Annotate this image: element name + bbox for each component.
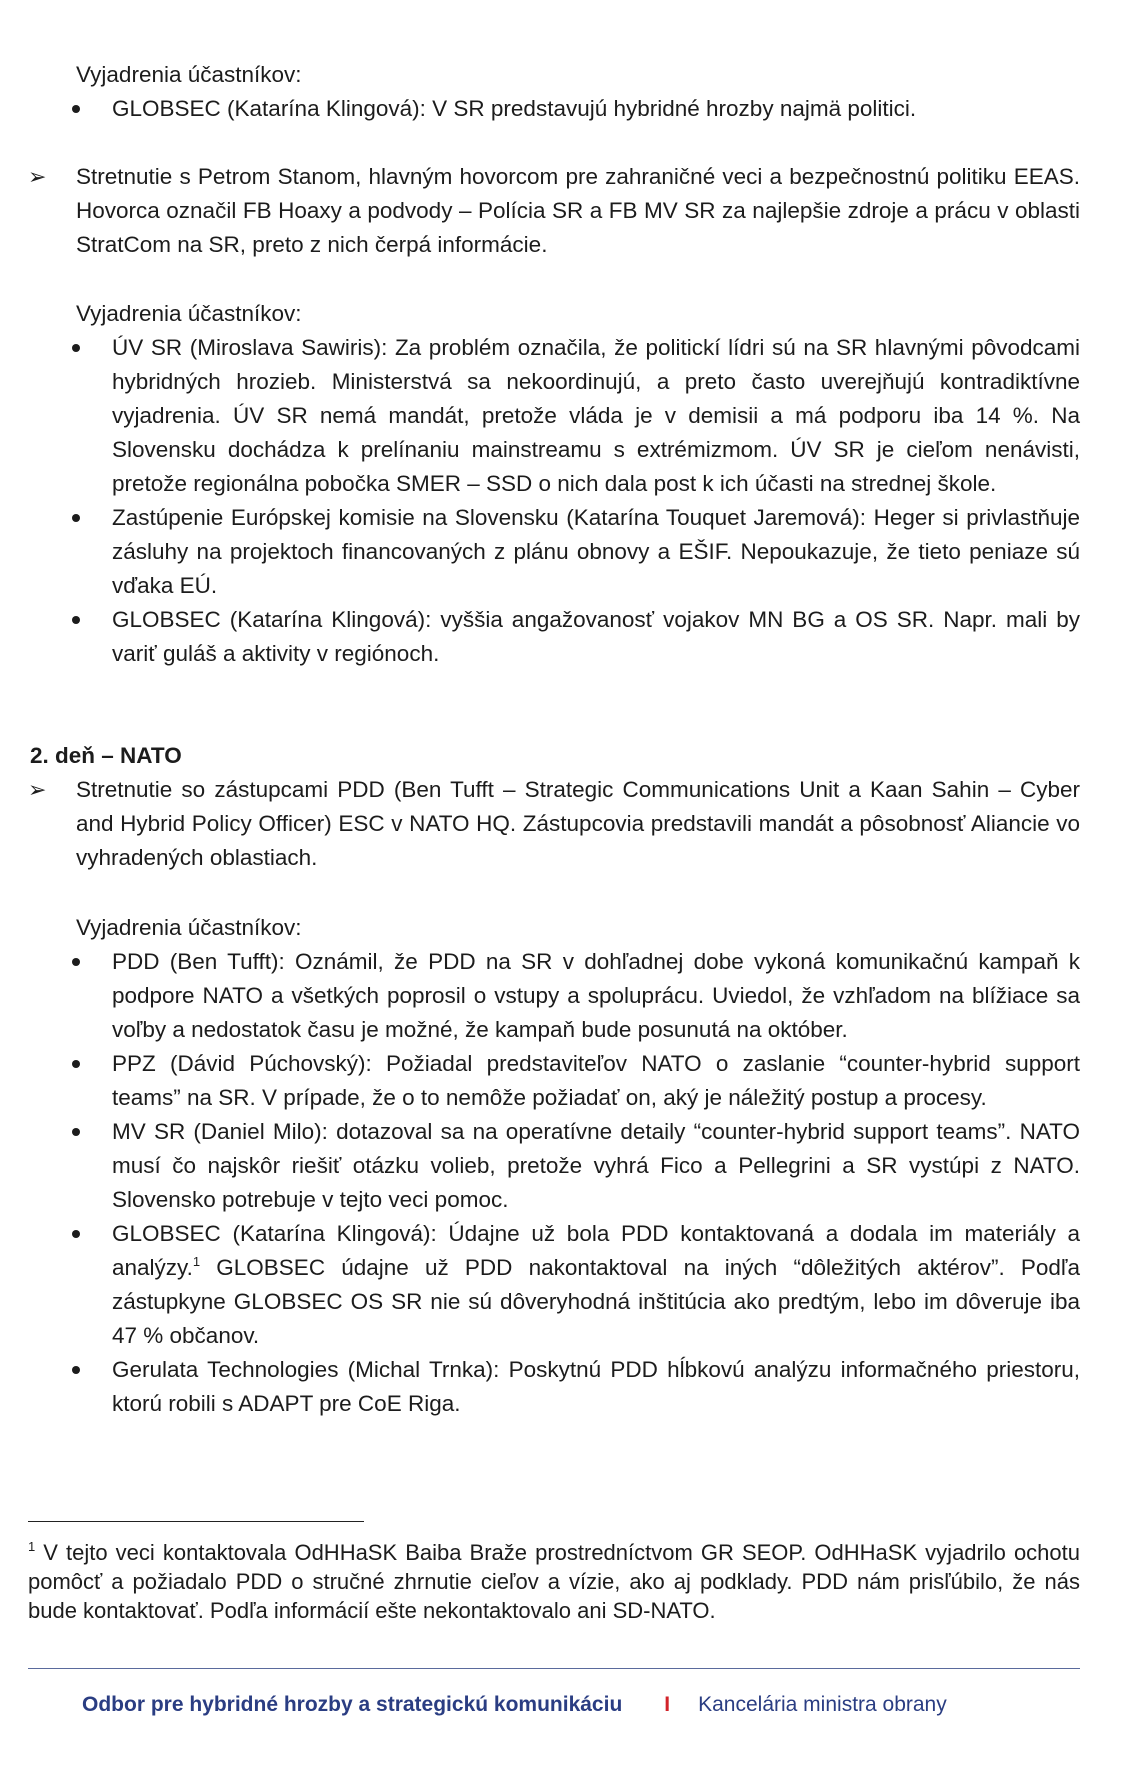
bullet-icon [72,1230,80,1238]
arrow-bullet-icon: ➢ [28,777,47,802]
participants-label: Vyjadrenia účastníkov: [76,62,302,87]
list-item: Gerulata Technologies (Michal Trnka): Poskytnú PDD hĺbkovú analýzu informačného priestoru, ktorú robili s ADAPT pre CoE Riga. [0,1353,1129,1421]
footnote-reference[interactable]: 1 [192,1254,201,1269]
section-heading: 2. deň – NATO [30,743,182,768]
bullet-icon [72,105,80,113]
list-item: GLOBSEC (Katarína Klingová): V SR predstavujú hybridné hrozby najmä politici. [0,92,1129,126]
list-item: ÚV SR (Miroslava Sawiris): Za problém označila, že politickí lídri sú na SR hlavnými pôvodcami hybridných hrozieb. Ministerstvá sa nekoordinujú, a preto často uverejňujú kontradiktívne vyjadrenia. ÚV SR nemá mandát, pretože vláda je v demisii a má podporu iba 14 %. Na Slovensku dochádza k prelínaniu mainstreamu s extrémizmom. ÚV SR je cieľom nenávisti, pretože regionálna pobočka SMER – SSD o nich dala post k ich účasti na strednej škole. [0,331,1129,501]
footer-department: Odbor pre hybridné hrozby a strategickú komunikáciu [82,1693,623,1716]
participants-list [0,331,1129,671]
bullet-icon [72,1128,80,1136]
bullet-icon [72,616,80,624]
bullet-icon [72,1060,80,1068]
arrow-bullet-icon: ➢ [28,164,47,189]
participants-list [0,945,1129,1421]
list-item: GLOBSEC (Katarína Klingová): Údajne už bola PDD kontaktovaná a dodala im materiály a analýzy.$^1$ GLOBSEC údajne už PDD nakontaktoval na iných “dôležitých aktérov”. Podľa zástupkyne GLOBSEC OS SR nie sú dôveryhodná inštitúcia ako predtým, lebo im dôveruje iba 47 % občanov. [0,1217,1129,1353]
list-item: PPZ (Dávid Púchovský): Požiadal predstaviteľov NATO o zaslanie “counter-hybrid support teams” na SR. V prípade, že o to nemôže požiadať on, aký je náležitý postup a procesy. [0,1047,1129,1115]
list-item: Zastúpenie Európskej komisie na Slovensku (Katarína Touquet Jaremová): Heger si privlastňuje zásluhy na projektoch financovaných z plánu obnovy a EŠIF. Nepoukazuje, že tieto peniaze sú vďaka EÚ. [0,501,1129,603]
page-footer [82,1690,1062,1720]
meeting-text: Stretnutie so zástupcami PDD (Ben Tufft – Strategic Communications Unit a Kaan Sahin – Cyber and Hybrid Policy Officer) ESC v NATO HQ. Zástupcovia predstavili mandát a pôsobnosť Aliancie vo vyhradených oblastiach. [76,777,1080,870]
bullet-icon [72,514,80,522]
bullet-icon [72,958,80,966]
footer-divider [28,1668,1080,1669]
footer-office: Kancelária ministra obrany [698,1693,947,1716]
list-item: MV SR (Daniel Milo): dotazoval sa na operatívne detaily “counter-hybrid support teams”. NATO musí čo najskôr riešiť otázku volieb, pretože vyhrá Fico a Pellegrini a SR vystúpi z NATO. Slovensko potrebuje v tejto veci pomoc. [0,1115,1129,1217]
footer-separator: I [664,1693,671,1716]
meeting-item [0,773,1129,875]
footnote-divider [28,1521,364,1522]
list-item: PDD (Ben Tufft): Oznámil, že PDD na SR v dohľadnej dobe vykoná komunikačnú kampaň k podpore NATO a všetkých poprosil o vstupy a spoluprácu. Uviedol, že vzhľadom na blížiace sa voľby a nedostatok času je možné, že kampaň bude posunutá na október. [0,945,1129,1047]
bullet-icon [72,1366,80,1374]
meeting-text: Stretnutie s Petrom Stanom, hlavným hovorcom pre zahraničné veci a bezpečnostnú politiku EEAS. Hovorca označil FB Hoaxy a podvody – Polícia SR a FB MV SR za najlepšie zdroje a prácu v oblasti StratCom na SR, preto z nich čerpá informácie. [76,164,1080,257]
meeting-item [0,160,1129,262]
participants-label: Vyjadrenia účastníkov: [76,915,302,940]
list-item: GLOBSEC (Katarína Klingová): vyššia angažovanosť vojakov MN BG a OS SR. Napr. mali by variť guláš a aktivity v regiónoch. [0,603,1129,671]
participants-list [0,92,1129,126]
footnote-number: 1 [28,1539,36,1554]
bullet-icon [72,344,80,352]
footnote: $^1$ V tejto veci kontaktovala OdHHaSK Baiba Braže prostredníctvom GR SEOP. OdHHaSK vyjadrilo ochotu pomôcť a požiadalo PDD o stručné zhrnutie cieľov a vízie, ako aj podklady. PDD nám prisľúbilo, že nás bude kontaktovať. Podľa informácií ešte nekontaktovalo ani SD-NATO. [28,1539,1080,1623]
participants-label: Vyjadrenia účastníkov: [76,301,302,326]
